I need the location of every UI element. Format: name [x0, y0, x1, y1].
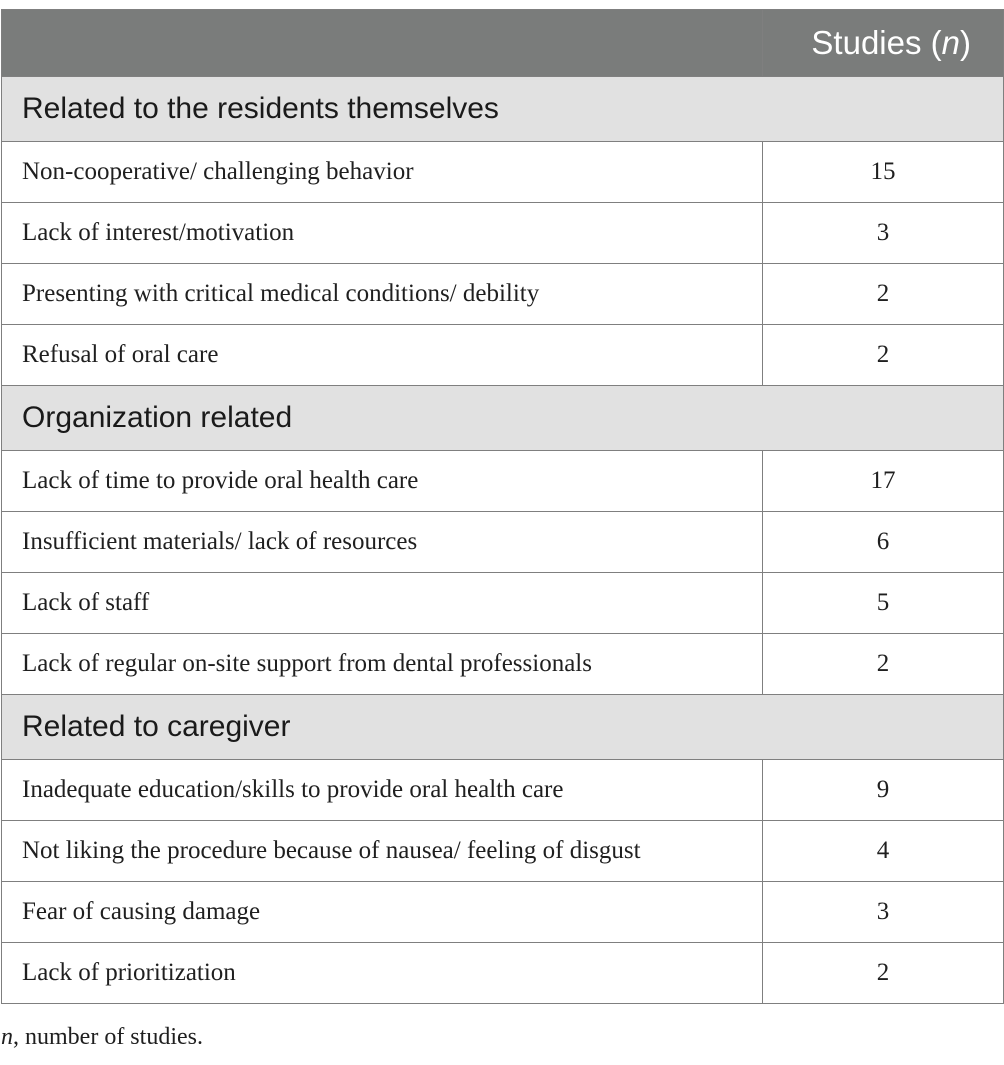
section-title: Related to the residents themselves — [2, 77, 1004, 142]
row-value: 2 — [763, 634, 1004, 695]
row-value: 2 — [763, 264, 1004, 325]
row-label: Inadequate education/skills to provide oral health care — [2, 760, 763, 821]
row-value: 15 — [763, 142, 1004, 203]
row-label: Lack of interest/motivation — [2, 203, 763, 264]
row-value: 3 — [763, 882, 1004, 943]
row-label: Fear of causing damage — [2, 882, 763, 943]
table-row — [2, 451, 1004, 512]
row-value: 5 — [763, 573, 1004, 634]
footnote-text: , number of studies. — [13, 1024, 203, 1050]
table-row — [2, 760, 1004, 821]
row-label: Refusal of oral care — [2, 325, 763, 386]
table-row — [2, 512, 1004, 573]
row-label: Lack of time to provide oral health care — [2, 451, 763, 512]
table-row — [2, 821, 1004, 882]
table-row — [2, 203, 1004, 264]
row-value: 2 — [763, 943, 1004, 1004]
row-label: Presenting with critical medical conditions/ debility — [2, 264, 763, 325]
row-value: 2 — [763, 325, 1004, 386]
table-row — [2, 573, 1004, 634]
header-studies-var: n — [941, 24, 960, 61]
table-row — [2, 325, 1004, 386]
table-header-row — [2, 10, 1004, 77]
section-title: Related to caregiver — [2, 695, 1004, 760]
row-value: 6 — [763, 512, 1004, 573]
row-label: Lack of staff — [2, 573, 763, 634]
section-row-organization — [2, 386, 1004, 451]
row-label: Lack of prioritization — [2, 943, 763, 1004]
row-label: Insufficient materials/ lack of resources — [2, 512, 763, 573]
footnote-var: n — [1, 1024, 13, 1050]
row-label: Non-cooperative/ challenging behavior — [2, 142, 763, 203]
section-title: Organization related — [2, 386, 1004, 451]
section-row-caregiver — [2, 695, 1004, 760]
table-row — [2, 943, 1004, 1004]
row-value: 17 — [763, 451, 1004, 512]
row-label: Lack of regular on-site support from dental professionals — [2, 634, 763, 695]
section-row-residents — [2, 77, 1004, 142]
table-row — [2, 142, 1004, 203]
table-row — [2, 264, 1004, 325]
table-footnote — [1, 1024, 203, 1051]
row-value: 4 — [763, 821, 1004, 882]
table-row — [2, 634, 1004, 695]
header-studies-prefix: Studies ( — [811, 24, 942, 61]
header-studies-suffix: ) — [960, 24, 971, 61]
row-value: 3 — [763, 203, 1004, 264]
header-category-cell — [2, 10, 763, 77]
header-studies-cell — [763, 10, 1004, 77]
table-row — [2, 882, 1004, 943]
barriers-table — [1, 9, 1004, 1004]
row-value: 9 — [763, 760, 1004, 821]
row-label: Not liking the procedure because of nausea/ feeling of disgust — [2, 821, 763, 882]
